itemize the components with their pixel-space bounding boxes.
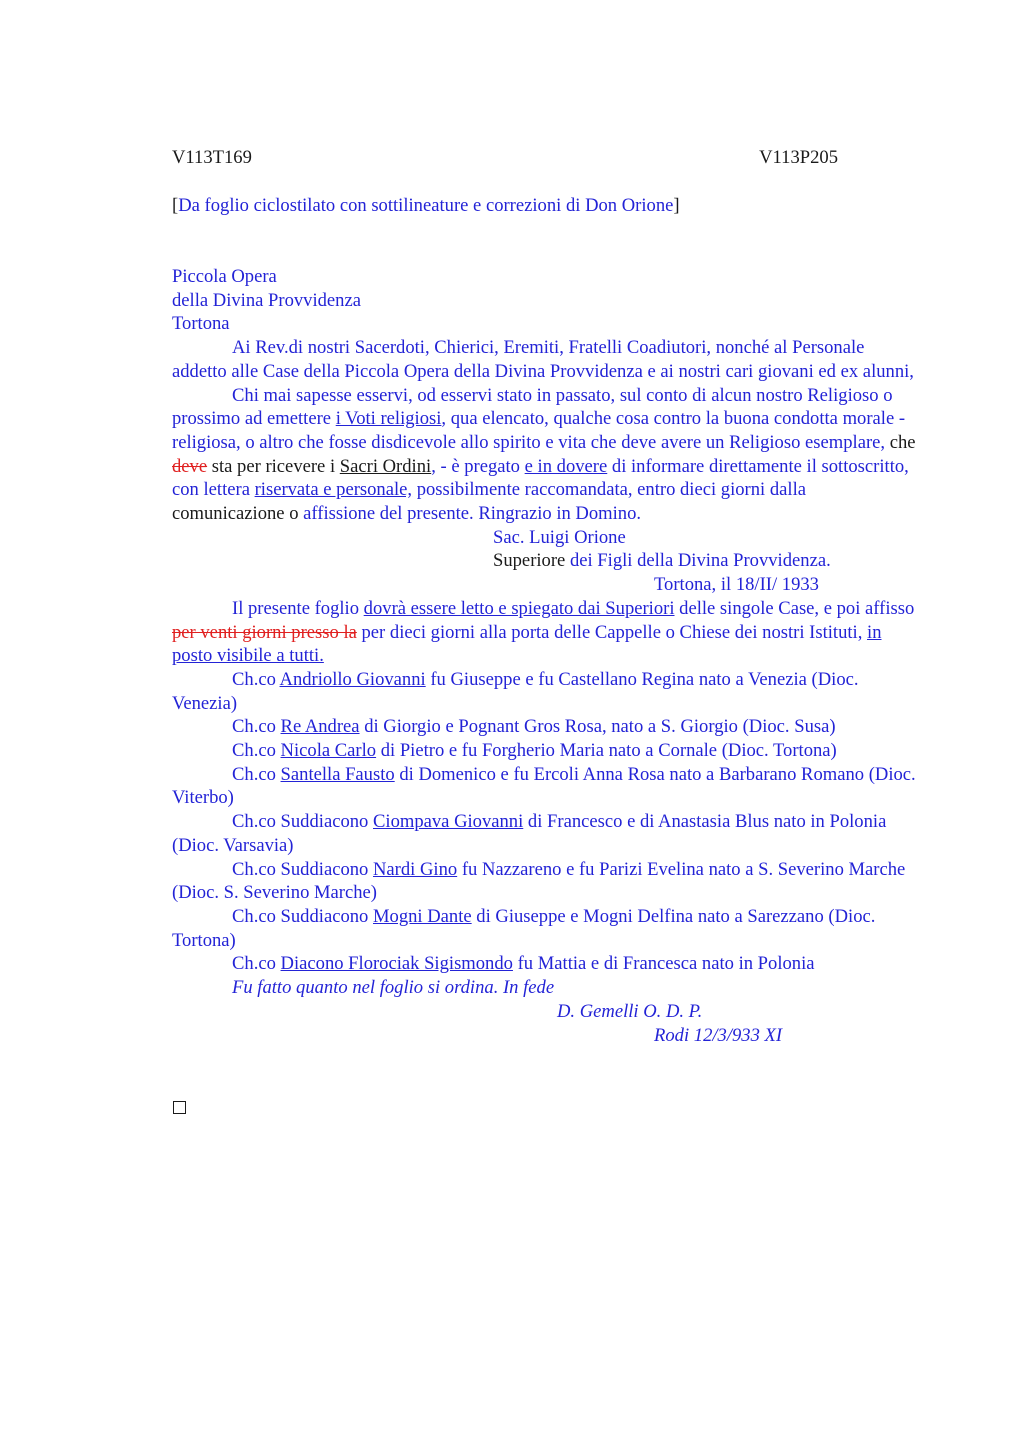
signature-name: Sac. Luigi Orione [493, 526, 626, 548]
text-run: , qua elencato, qualche cosa contro la buona condotta morale - religiosa, o altro che fosse disdicevole allo spirito e vita che deve avere un Religioso esemplare, [172, 408, 906, 453]
candidate-entry: Ch.co Re Andrea di Giorgio e Pognant Gros Rosa, nato a S. Giorgio (Dioc. Susa) [232, 716, 836, 738]
signature-title [172, 549, 918, 573]
letterhead-line: Tortona [172, 313, 230, 335]
text-run: di informare direttamente il sottoscritto, con lettera [172, 455, 909, 501]
candidate-name: Ciompava Giovanni [373, 811, 524, 833]
text-run: delle singole Case, e poi affisso [674, 597, 915, 619]
checkbox-square-icon [173, 1101, 186, 1114]
text-run: Superiore [493, 550, 566, 572]
underlined-text: i Voti religiosi [335, 408, 442, 430]
candidate-entry: Ch.co Suddiacono Mogni Dante di Giuseppe e Mogni Delfina nato a Sarezzano (Dioc. Tortona) [172, 905, 876, 951]
text-run: sta per ricevere i [207, 455, 340, 477]
struck-text: per venti giorni presso la [172, 621, 357, 643]
underlined-text: in posto visibile a tutti. [172, 621, 882, 667]
text-run: affissione del presente. Ringrazio in Domino. [298, 503, 642, 525]
text-run: per dieci giorni alla porta delle Cappelle o Chiese dei nostri Istituti, [356, 621, 868, 643]
letterhead-line: Piccola Opera [172, 266, 277, 287]
candidate-name: Nardi Gino [373, 858, 458, 880]
code-left: V113T169 [172, 147, 252, 168]
candidate-entry: Ch.co Suddiacono Ciompava Giovanni di Francesco e di Anastasia Blus nato in Polonia (Dioc. Varsavia) [172, 811, 887, 856]
source-note [172, 194, 872, 218]
notice-paragraph [172, 597, 918, 668]
text-run: Il presente foglio [232, 597, 364, 619]
candidate-name: Diacono Florociak Sigismondo [280, 953, 513, 975]
candidate-entry: Ch.co Santella Fausto di Domenico e fu Ercoli Anna Rosa nato a Barbarano Romano (Dioc. Viterbo) [172, 763, 916, 809]
candidate-entry: Ch.co Diacono Florociak Sigismondo fu Mattia e di Francesca nato in Polonia [232, 953, 815, 975]
text-run: che [885, 431, 916, 453]
text-run: comunicazione o [172, 503, 299, 525]
candidate-name: Santella Fausto [280, 763, 395, 785]
candidate-name: Mogni Dante [373, 905, 472, 927]
document-codes [172, 146, 838, 170]
underlined-text: riservata e personale, [254, 479, 413, 501]
candidate-entry: Ch.co Suddiacono Nardi Gino fu Nazzareno e fu Parizi Evelina nato a S. Severino Marche (Dioc. S. Severino Marche) [172, 858, 906, 904]
bracket-open: [ [172, 195, 179, 216]
candidate-name: Re Andrea [280, 716, 360, 738]
text-run: dei Figli della Divina Provvidenza. [565, 550, 831, 572]
text-run: possibilmente raccomandata, entro dieci giorni dalla [412, 479, 806, 501]
underlined-text: dovrà essere letto e spiegato dai Superiori [363, 597, 675, 619]
letter-body [172, 265, 918, 1047]
underlined-text: e in dovere [524, 455, 608, 477]
endorsement-signer: D. Gemelli O. D. P. [557, 1000, 703, 1022]
candidate-entry: Ch.co Nicola Carlo di Pietro e fu Forgherio Maria nato a Cornale (Dioc. Tortona) [232, 740, 837, 762]
candidate-name: Andriollo Giovanni [279, 668, 426, 690]
bracket-close: ] [673, 195, 680, 216]
endorsement-text: Fu fatto quanto nel foglio si ordina. In fede [232, 977, 555, 999]
endorsement-place-date: Rodi 12/3/933 XI [654, 1024, 783, 1046]
signature-place-date: Tortona, il 18/II/ 1933 [654, 574, 819, 596]
underlined-text: Sacri Ordini [339, 455, 432, 477]
address-paragraph: Ai Rev.di nostri Sacerdoti, Chierici, Eremiti, Fratelli Coadiutori, nonché al Personale addetto alle Case della Piccola Opera della Divina Provvidenza e ai nostri cari giovani ed ex alunni, [172, 337, 914, 382]
candidate-entry: Ch.co Andriollo Giovanni fu Giuseppe e fu Castellano Regina nato a Venezia (Dioc. Venezia) [172, 668, 859, 714]
struck-text: deve [172, 455, 208, 477]
code-right: V113P205 [759, 147, 838, 168]
candidate-name: Nicola Carlo [280, 740, 377, 762]
text-run: Chi mai sapesse esservi, od esservi stato in passato, sul conto di alcun nostro Religioso o prossimo ad emettere [172, 384, 893, 430]
letterhead-line: della Divina Provvidenza [172, 289, 361, 311]
source-note-text: Da foglio ciclostilato con sottilineature e correzioni di Don Orione [178, 195, 674, 216]
main-paragraph [172, 384, 918, 526]
text-run: , - è pregato [431, 455, 525, 477]
